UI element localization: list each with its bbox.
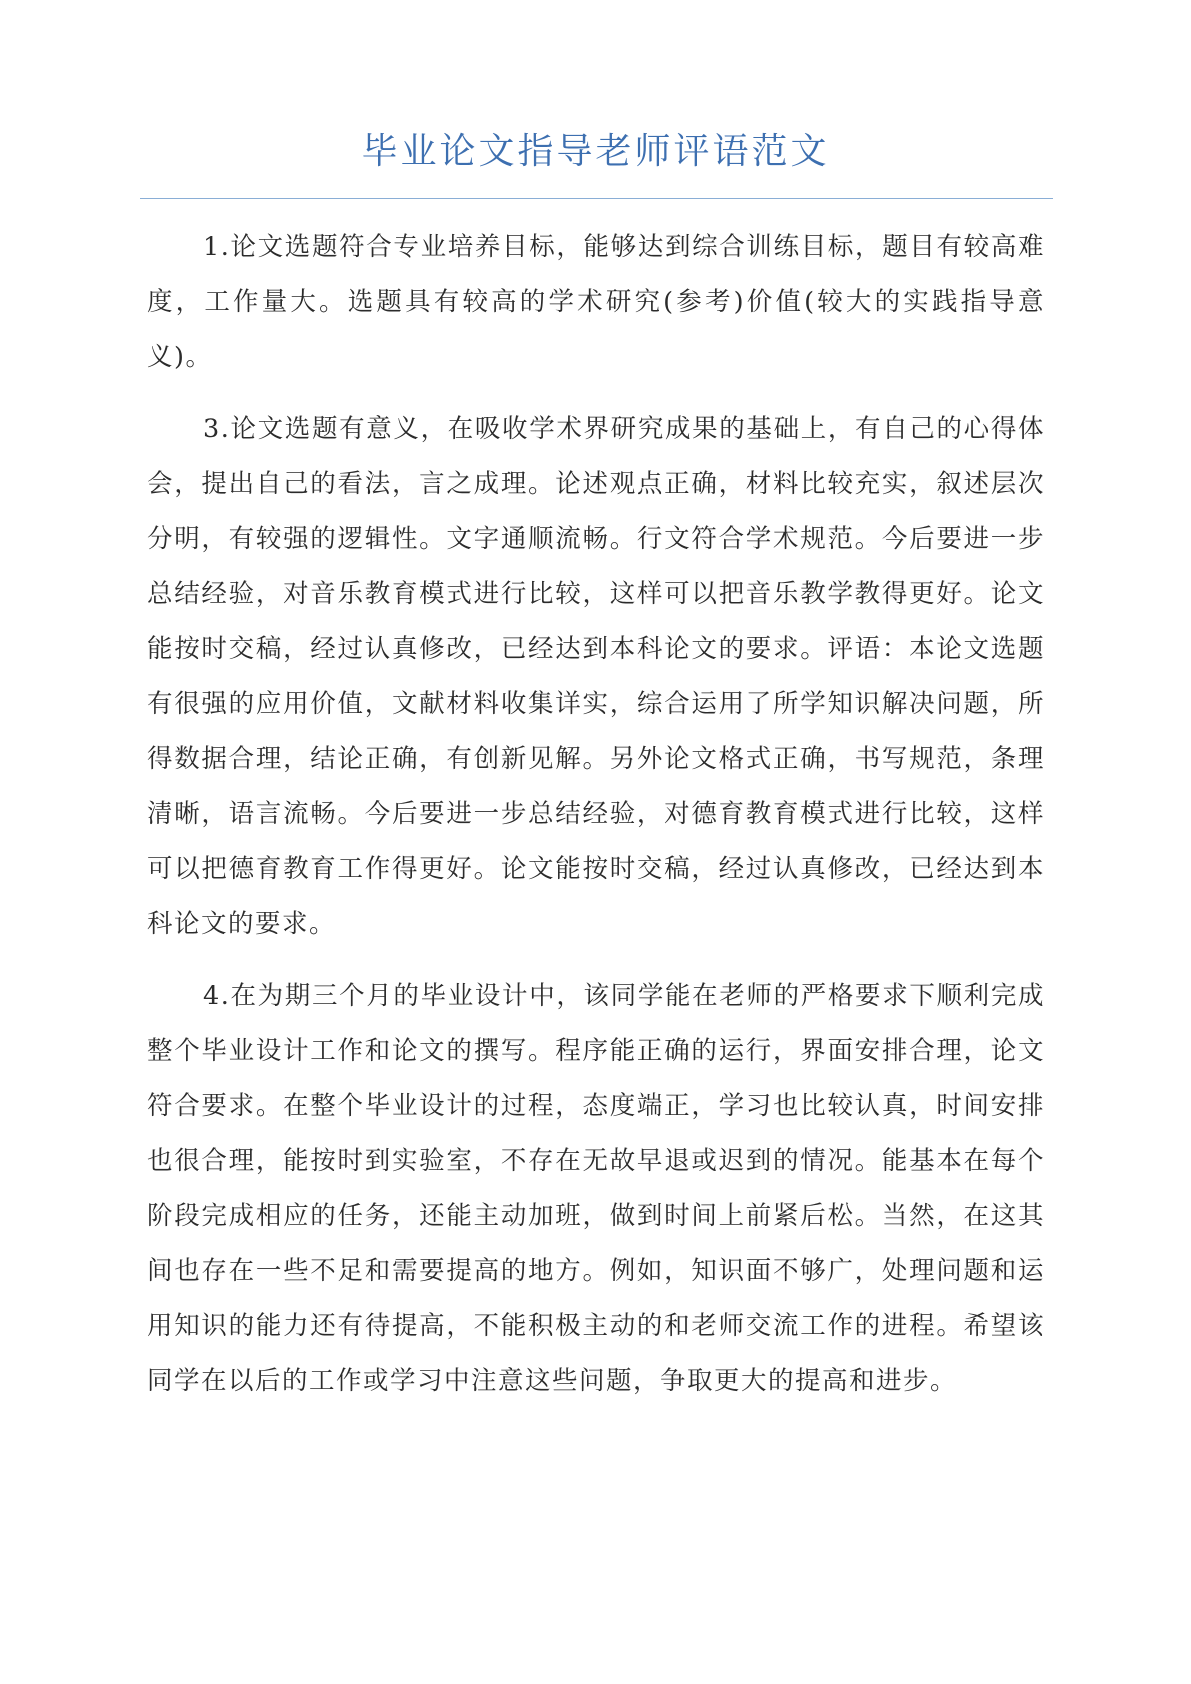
paragraph-3: 3.论文选题有意义，在吸收学术界研究成果的基础上，有自己的心得体会，提出自己的看法，言之成理。论述观点正确，材料比较充实，叙述层次分明，有较强的逻辑性。文字通顺流畅。行文符合学术规范。今后要进一步总结经验，对音乐教育模式进行比较，这样可以把音乐教学教得更好。论文能按时交稿，经过认真修改，已经达到本科论文的要求。评语：本论文选题有很强的应用价值，文献材料收集详实，综合运用了所学知识解决问题，所得数据合理，结论正确，有创新见解。另外论文格式正确，书写规范，条理清晰，语言流畅。今后要进一步总结经验，对德育教育模式进行比较，这样可以把德育教育工作得更好。论文能按时交稿，经过认真修改，已经达到本科论文的要求。 bbox=[147, 414, 1045, 939]
paragraph-1: 1.论文选题符合专业培养目标，能够达到综合训练目标，题目有较高难度，工作量大。选题具有较高的学术研究(参考)价值(较大的实践指导意义)。 bbox=[147, 232, 1045, 372]
paragraph-4: 4.在为期三个月的毕业设计中，该同学能在老师的严格要求下顺利完成整个毕业设计工作和论文的撰写。程序能正确的运行，界面安排合理，论文符合要求。在整个毕业设计的过程，态度端正，学习也比较认真，时间安排也很合理，能按时到实验室，不存在无故早退或迟到的情况。能基本在每个阶段完成相应的任务，还能主动加班，做到时间上前紧后松。当然，在这其间也存在一些不足和需要提高的地方。例如，知识面不够广，处理问题和运用知识的能力还有待提高，不能积极主动的和老师交流工作的进程。希望该同学在以后的工作或学习中注意这些问题，争取更大的提高和进步。 bbox=[147, 981, 1045, 1396]
title-divider bbox=[140, 198, 1053, 199]
page-title: 毕业论文指导老师评语范文 bbox=[361, 131, 830, 172]
document-body bbox=[147, 220, 1045, 1426]
